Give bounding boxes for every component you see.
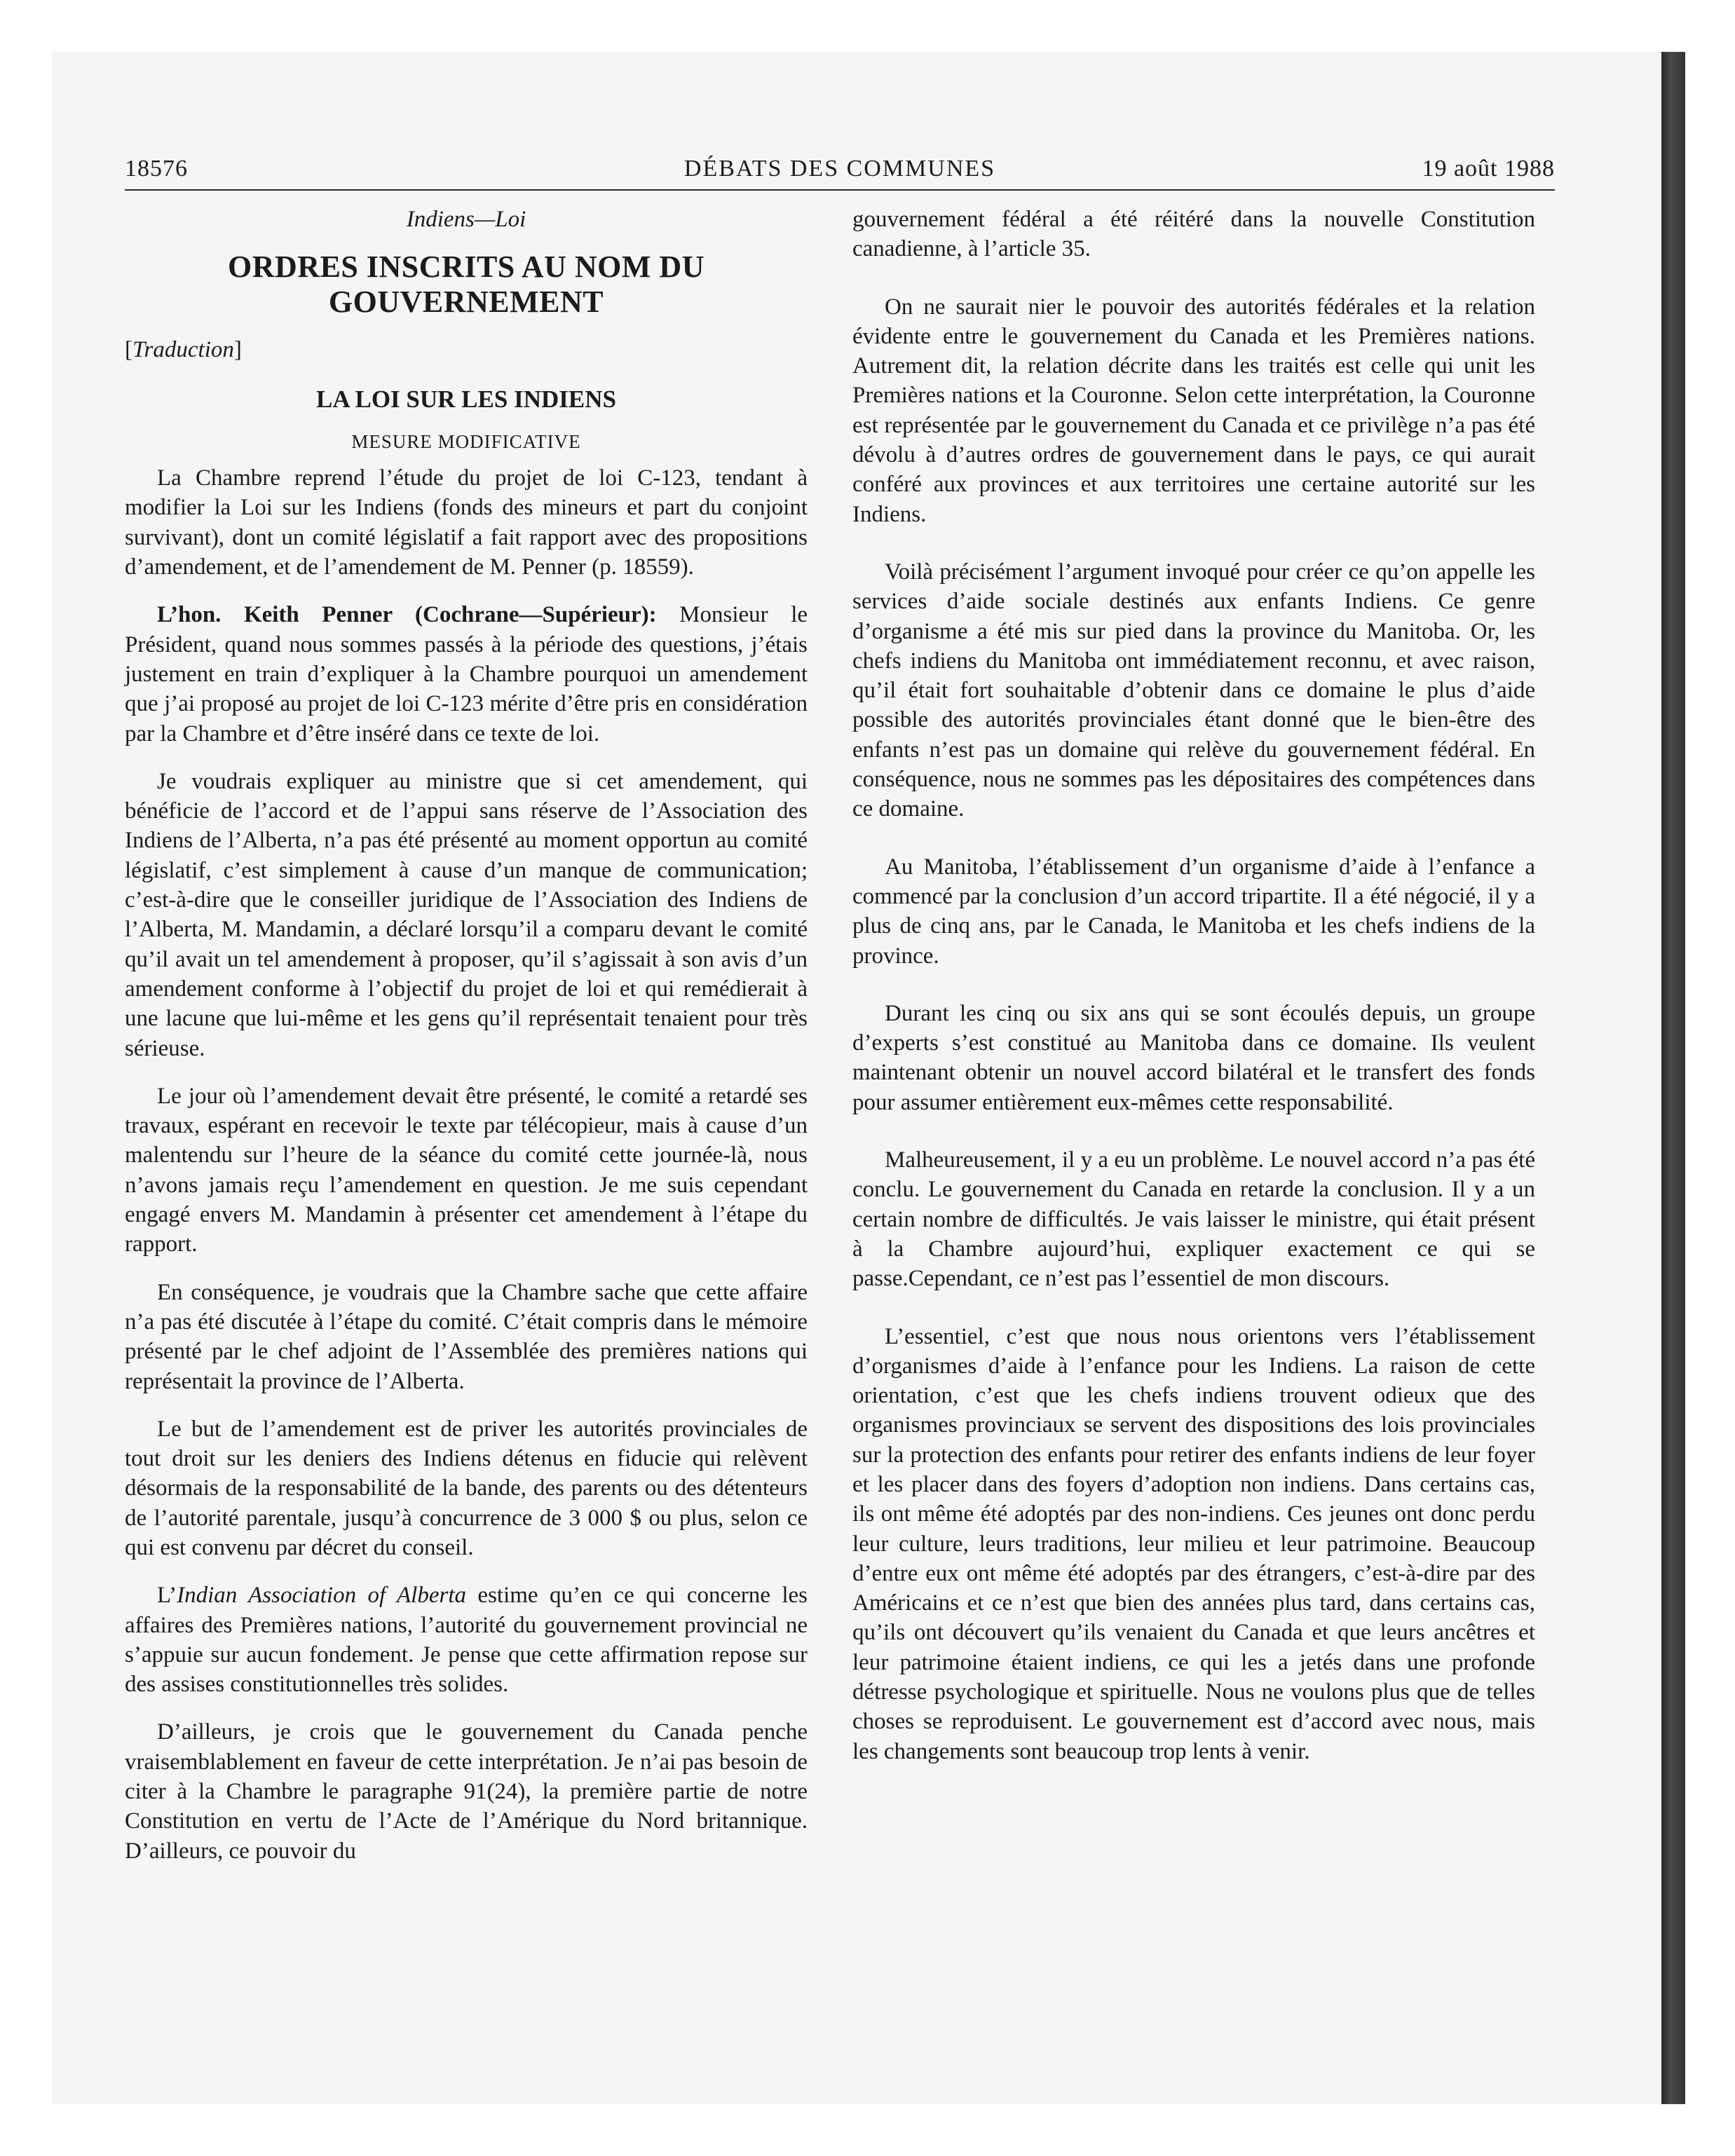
paragraph: En conséquence, je voudrais que la Chambre sache que cette affaire n’a pas été discutée à l’étape du comité. C’était compris dans le mémoire présenté par le chef adjoint de l’Assemblée des premières nations qui représentait la province de l’Alberta. xyxy=(125,1279,808,1394)
paragraph: Durant les cinq ou six ans qui se sont écoulés depuis, un groupe d’experts s’est constitué au Manitoba dans ce domaine. Ils veulent maintenant obtenir un nouvel accord bilatéral et le transfert des fonds pour assumer entièrement eux-mêmes cette responsabilité. xyxy=(852,1000,1535,1115)
publication-title: DÉBATS DES COMMUNES xyxy=(683,156,996,182)
intro-paragraph: La Chambre reprend l’étude du projet de loi C-123, tendant à modifier la Loi sur les Indiens (fonds des mineurs et part du conjoint survivant), dont un comité législatif a fait rapport avec des propositions d’amendement, et de l’amendement de M. Penner (p. 18559). xyxy=(125,465,808,580)
paragraph: Le jour où l’amendement devait être présenté, le comité a retardé ses travaux, espérant en recevoir le texte par télécopieur, mais à cause d’un malentendu sur l’heure de la séance du comité cette journée-là, nous n’avons jamais reçu l’amendement en question. Je me suis cependant engagé envers M. Mandamin à présenter cet amendement à l’étape du rapport. xyxy=(125,1083,808,1257)
bill-heading: LA LOI SUR LES INDIENS xyxy=(316,385,616,413)
paragraph: L’Indian Association of Alberta estime qu’en ce qui concerne les affaires des Premières nations, l’autorité du gouvernement provincial ne s’appuie sur aucun fondement. Je pense que cette affirmation repose sur des assises constitutionnelles très solides. xyxy=(125,1583,808,1698)
header-rule xyxy=(125,189,1555,191)
translation-note: [Traduction] xyxy=(125,337,242,363)
paragraph: Voilà précisément l’argument invoqué pour créer ce qu’on appelle les services d’aide sociale destinés aux enfants Indiens. Ce genre d’organisme a été mis sur pied dans la province du Manitoba. Or, les chefs indiens du Manitoba ont immédiatement reconnu, et avec raison, qu’il était fort souhaitable d’obtenir dans ce domaine le plus d’aide possible des autorités provinciales étant donné que le bien-être des enfants n’est pas un domaine qui relève du gouvernement fédéral. En conséquence, nous ne sommes pas les dépositaires des compétences dans ce domaine. xyxy=(852,559,1535,822)
paragraph: Je voudrais expliquer au ministre que si cet amendement, qui bénéficie de l’accord et de l’appui sans réserve de l’Association des Indiens de l’Alberta, n’a pas été présenté au moment opportun au comité législatif, c’est simplement à cause d’un manque de communication; c’est-à-dire que le conseiller juridique de l’Association des Indiens de l’Alberta, M. Mandamin, a déclaré lorsqu’il a comparu devant le comité qu’il avait un tel amendement à proposer, qu’il s’agissait à son avis d’un amendement conforme à l’objectif du projet de loi et qui remédierait à une lacune que lui-même et les gens qu’il représentait tenaient pour très sérieuse. xyxy=(125,768,808,1061)
page-date: 19 août 1988 xyxy=(1422,156,1555,182)
paragraph: Au Manitoba, l’établissement d’un organisme d’aide à l’enfance a commencé par la conclusion d’un accord tripartite. Il a été négocié, il y a plus de cinq ans, par le Canada, le Manitoba et les chefs indiens de la province. xyxy=(852,854,1535,969)
scan-edge-shadow xyxy=(1661,52,1685,2104)
left-column xyxy=(125,205,808,1884)
section-heading: ORDRES INSCRITS AU NOM DU GOUVERNEMENT xyxy=(228,250,705,320)
page-header xyxy=(125,156,1555,192)
page-number: 18576 xyxy=(125,156,188,182)
bill-subheading: MESURE MODIFICATIVE xyxy=(351,430,581,452)
paragraph: Malheureusement, il y a eu un problème. Le nouvel accord n’a pas été conclu. Le gouvernement du Canada en retarde la conclusion. Il y a un certain nombre de difficultés. Je vais laisser le ministre, qui était présent à la Chambre aujourd’hui, expliquer exactement ce qui se passe.Cependant, ce n’est pas l’essentiel de mon discours. xyxy=(852,1147,1535,1292)
paragraph: L’essentiel, c’est que nous nous orientons vers l’établissement d’organismes d’aide à l’enfance pour les Indiens. La raison de cette orientation, c’est que les chefs indiens trouvent odieux que des organismes provinciaux se servent des dispositions des lois provinciales sur la protection des enfants pour retirer des enfants indiens de leur foyer et les placer dans des foyers d’adoption non indiens. Dans certains cas, ils ont même été adoptés par des non-indiens. Ces jeunes ont donc perdu leur culture, leurs traditions, leur milieu et leur patrimoine. Beaucoup d’entre eux ont même été adoptés par des étrangers, c’est-à-dire par des Américains et ce n’est que bien des années plus tard, dans certains cas, qu’ils ont découvert qu’ils venaient du Canada et que leurs ancêtres et leur patrimoine étaient indiens, ce qui les a jetés dans une profonde détresse psychologique et spirituelle. Nous ne voulons plus que de telles choses se reproduisent. Le gouvernement est d’accord avec nous, mais les changements sont beaucoup trop lents à venir. xyxy=(852,1323,1535,1764)
right-column xyxy=(852,205,1535,1794)
speaker-name: L’hon. Keith Penner (Cochrane—Supérieur): xyxy=(157,602,657,628)
running-title: Indiens—Loi xyxy=(406,207,526,232)
paragraph: gouvernement fédéral a été réitéré dans la nouvelle Constitution canadienne, à l’article 35. xyxy=(852,207,1535,262)
paragraph: On ne saurait nier le pouvoir des autorités fédérales et la relation évidente entre le gouvernement du Canada et les Premières nations. Autrement dit, la relation décrite dans les traités est celle qui unit les Premières nations et la Couronne. Selon cette interprétation, la Couronne est représentée par le gouvernement du Canada et ce privilège n’a pas été dévolu à d’autres ordres de gouvernement dans le pays, ce qui aurait conféré aux provinces et aux territoires une certaine autorité sur les Indiens. xyxy=(852,294,1535,527)
paragraph: Le but de l’amendement est de priver les autorités provinciales de tout droit sur les deniers des Indiens détenus en fiducie qui relèvent désormais de la responsabilité de la bande, des parents ou des détenteurs de l’autorité parentale, jusqu’à concurrence de 3 000 $ ou plus, selon ce qui est convenu par décret du conseil. xyxy=(125,1416,808,1560)
speech-paragraph: L’hon. Keith Penner (Cochrane—Supérieur): Monsieur le Président, quand nous sommes passés à la période des questions, j’étais justement en train d’expliquer à la Chambre pourquoi un amendement que j’ai proposé au projet de loi C-123 mérite d’être pris en considération par la Chambre et d’être inséré dans ce texte de loi. xyxy=(125,602,808,746)
paragraph: D’ailleurs, je crois que le gouvernement du Canada penche vraisemblablement en faveur de cette interprétation. Je n’ai pas besoin de citer à la Chambre le paragraphe 91(24), la première partie de notre Constitution en vertu de l’Acte de l’Amérique du Nord britannique. D’ailleurs, ce pouvoir du xyxy=(125,1719,808,1864)
